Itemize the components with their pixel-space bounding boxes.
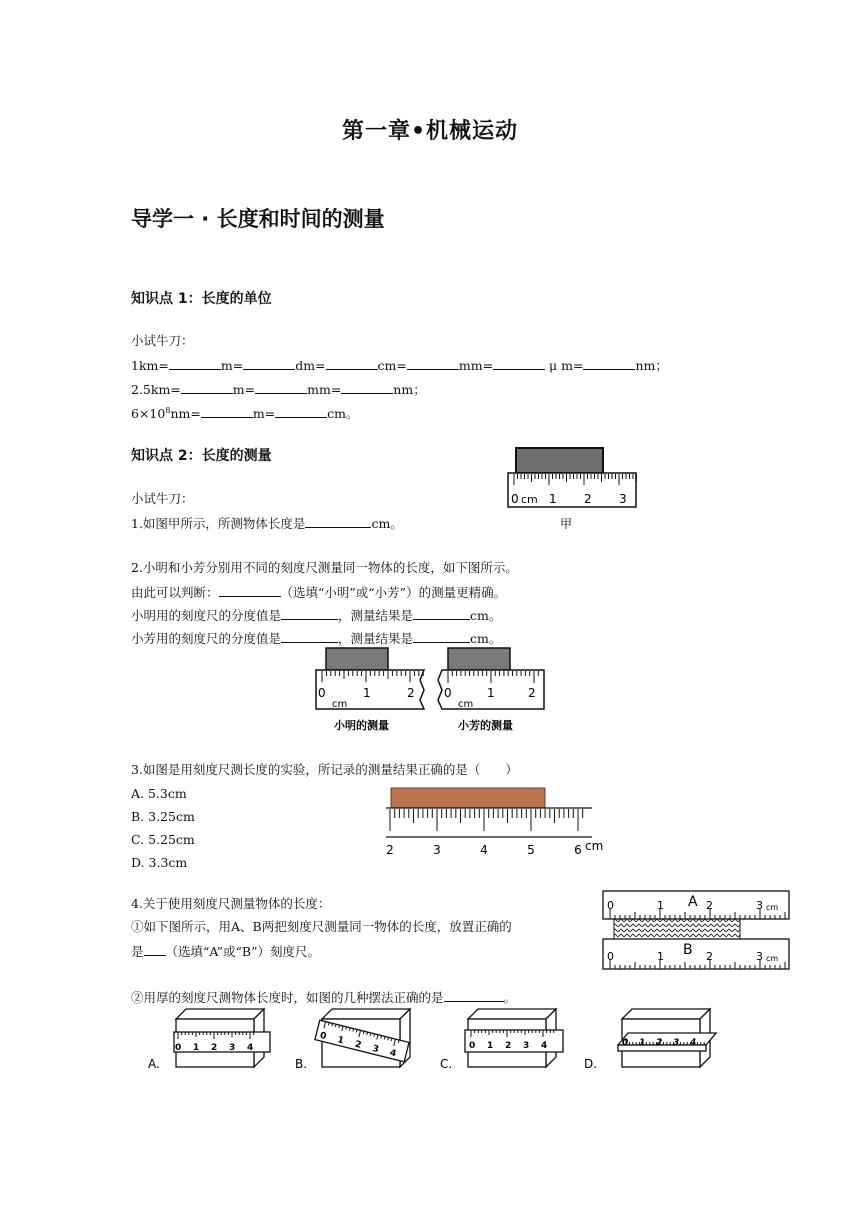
svg-text:0: 0	[469, 1041, 476, 1051]
choice-b-label: B.	[295, 1057, 308, 1071]
blank	[583, 356, 635, 370]
ruler-tick	[370, 1033, 371, 1036]
ruler-tick	[356, 1029, 357, 1032]
ruler-tick	[328, 1022, 329, 1025]
svg-text:cm: cm	[521, 493, 538, 506]
blank	[144, 942, 166, 956]
chapter-title: 第一章•机械运动	[341, 119, 519, 144]
svg-text:2: 2	[505, 1041, 512, 1051]
ruler-tick	[363, 1031, 364, 1034]
blank	[413, 629, 470, 643]
ruler-tick	[391, 1038, 392, 1041]
blank	[169, 356, 221, 370]
ming-object	[326, 648, 388, 670]
q3-option-c: C. 5.25cm	[131, 832, 195, 847]
kp2-title: 知识点 2：长度的测量	[131, 448, 272, 464]
svg-text:1: 1	[639, 1038, 646, 1048]
fang-caption: 小芳的测量	[458, 719, 513, 732]
fang-object	[448, 648, 510, 670]
q2-line4: 小芳用的刻度尺的分度值是 ，测量结果是 cm。	[131, 631, 502, 646]
svg-text:3: 3	[229, 1043, 236, 1053]
choice-d-label: D.	[584, 1057, 598, 1071]
svg-text:cm: cm	[585, 839, 604, 853]
blank	[413, 606, 470, 620]
blank	[255, 380, 307, 394]
svg-text:A: A	[688, 894, 698, 910]
svg-text:2: 2	[353, 1039, 363, 1051]
ming-caption: 小明的测量	[334, 719, 389, 732]
measured-object-ab	[614, 919, 740, 939]
q4-sub1-line1: ①如下图所示，用A、B两把刻度尺测量同一物体的长度，放置正确的	[131, 919, 512, 934]
choice-a-label: A.	[148, 1057, 160, 1071]
q3-option-a: A. 5.3cm	[131, 786, 187, 801]
ruler-tick	[346, 1027, 347, 1030]
ruler-tick	[398, 1040, 399, 1043]
blank	[305, 514, 371, 528]
q2-line2: 由此可以判断： （选填“小明”或“小芳”）的测量更精确。	[131, 585, 507, 600]
svg-text:3: 3	[433, 843, 441, 857]
svg-text:3: 3	[371, 1043, 380, 1056]
q3-stem: 3.如图是用刻度尺测长度的实验，所记录的测量结果正确的是（ ）	[131, 762, 518, 777]
blank	[341, 380, 393, 394]
measured-object	[516, 448, 603, 473]
choice-c-figure	[465, 1009, 563, 1067]
svg-text:2: 2	[528, 686, 536, 700]
figure-jia	[505, 440, 645, 532]
svg-text:2: 2	[386, 843, 394, 857]
choice-a-figure	[174, 1009, 270, 1067]
blank	[407, 356, 459, 370]
svg-text:3: 3	[673, 1038, 680, 1048]
svg-text:4: 4	[690, 1038, 697, 1048]
blank	[243, 356, 295, 370]
ruler-tick	[367, 1032, 368, 1035]
svg-text:2: 2	[584, 492, 592, 506]
svg-text:0: 0	[607, 899, 614, 912]
choice-c-label: C.	[440, 1057, 453, 1071]
blank	[281, 629, 338, 643]
svg-text:B: B	[683, 942, 693, 958]
kp2-try-label: 小试牛刀：	[131, 491, 194, 506]
ruler-tick	[381, 1036, 382, 1039]
section-title: 导学一 · 长度和时间的测量	[131, 207, 385, 231]
choice-b-figure	[315, 1009, 410, 1067]
svg-text:0: 0	[318, 1030, 328, 1043]
svg-text:2: 2	[706, 950, 713, 963]
q4-stem: 4.关于使用刻度尺测量物体的长度：	[131, 896, 331, 911]
figure-ming-fang	[312, 645, 548, 737]
svg-text:4: 4	[247, 1043, 254, 1053]
kp1-line2: 2.5km= m= mm= nm；	[131, 382, 426, 397]
svg-text:0: 0	[511, 492, 519, 506]
q2-line1: 2.小明和小芳分别用不同的刻度尺测量同一物体的长度，如下图所示。	[131, 560, 518, 575]
svg-text:1: 1	[363, 686, 371, 700]
svg-text:2: 2	[706, 899, 713, 912]
svg-text:4: 4	[388, 1048, 398, 1060]
ruler-tick	[353, 1029, 354, 1032]
ruler-tick	[349, 1028, 350, 1031]
svg-text:3: 3	[619, 492, 627, 506]
svg-text:4: 4	[480, 843, 488, 857]
blank	[444, 988, 504, 1002]
blank	[275, 404, 327, 418]
ruler-tick	[384, 1036, 385, 1039]
svg-text:2: 2	[407, 686, 415, 700]
svg-text:5: 5	[527, 843, 535, 857]
q3-option-b: B. 3.25cm	[131, 809, 195, 824]
q4-sub1-line2: 是 （选填“A”或“B”）刻度尺。	[131, 944, 320, 959]
svg-text:4: 4	[541, 1041, 548, 1051]
kp1-title: 知识点 1：长度的单位	[131, 291, 272, 307]
figure-ab	[600, 888, 792, 974]
svg-text:2: 2	[211, 1043, 218, 1053]
kp1-line3: $6\times 10^8nm= m=$ cm。	[131, 406, 359, 422]
svg-text:6: 6	[574, 843, 582, 857]
svg-text:1: 1	[657, 899, 664, 912]
svg-text:cm: cm	[458, 699, 474, 710]
svg-text:3: 3	[756, 950, 763, 963]
svg-text:0: 0	[318, 686, 326, 700]
svg-text:3: 3	[523, 1041, 530, 1051]
svg-text:2: 2	[656, 1038, 663, 1048]
ruler-tick	[388, 1037, 389, 1040]
svg-text:cm: cm	[766, 954, 779, 963]
q4-sub2: ②用厚的刻度尺测物体长度时，如图的几种摆法正确的是 。	[131, 990, 517, 1005]
svg-text:cm: cm	[332, 699, 348, 710]
svg-text:cm: cm	[766, 903, 779, 912]
svg-text:0: 0	[175, 1043, 182, 1053]
figure-choices	[140, 1005, 740, 1075]
svg-text:1: 1	[657, 950, 664, 963]
blank	[181, 380, 233, 394]
ruler-tick	[335, 1024, 336, 1027]
svg-text:1: 1	[487, 686, 495, 700]
choice-d-figure	[618, 1009, 716, 1067]
kp1-line1: 1km= m= dm= cm= mm= μ m= nm；	[131, 358, 668, 373]
svg-text:0: 0	[622, 1038, 629, 1048]
q2-line3: 小明用的刻度尺的分度值是 ，测量结果是 cm。	[131, 608, 502, 623]
blank	[281, 606, 338, 620]
blank	[219, 583, 281, 597]
q1-text: 1.如图甲所示，所测物体长度是 cm。	[131, 516, 403, 531]
ruler-tick	[374, 1034, 375, 1037]
blank	[493, 356, 545, 370]
svg-text:3: 3	[756, 899, 763, 912]
svg-text:0: 0	[607, 950, 614, 963]
measured-rod	[391, 788, 545, 808]
figure-q3	[380, 784, 610, 860]
ruler-tick	[339, 1025, 340, 1028]
figure-caption: 甲	[559, 517, 573, 531]
blank	[201, 404, 253, 418]
svg-text:1: 1	[336, 1035, 345, 1047]
svg-text:1: 1	[487, 1041, 494, 1051]
blank	[326, 356, 378, 370]
svg-text:1: 1	[549, 492, 557, 506]
q3-option-d: D. 3.3cm	[131, 855, 188, 870]
ruler-tick	[332, 1023, 333, 1026]
svg-text:0: 0	[444, 686, 452, 700]
kp1-try-label: 小试牛刀：	[131, 333, 194, 348]
svg-text:1: 1	[193, 1043, 200, 1053]
